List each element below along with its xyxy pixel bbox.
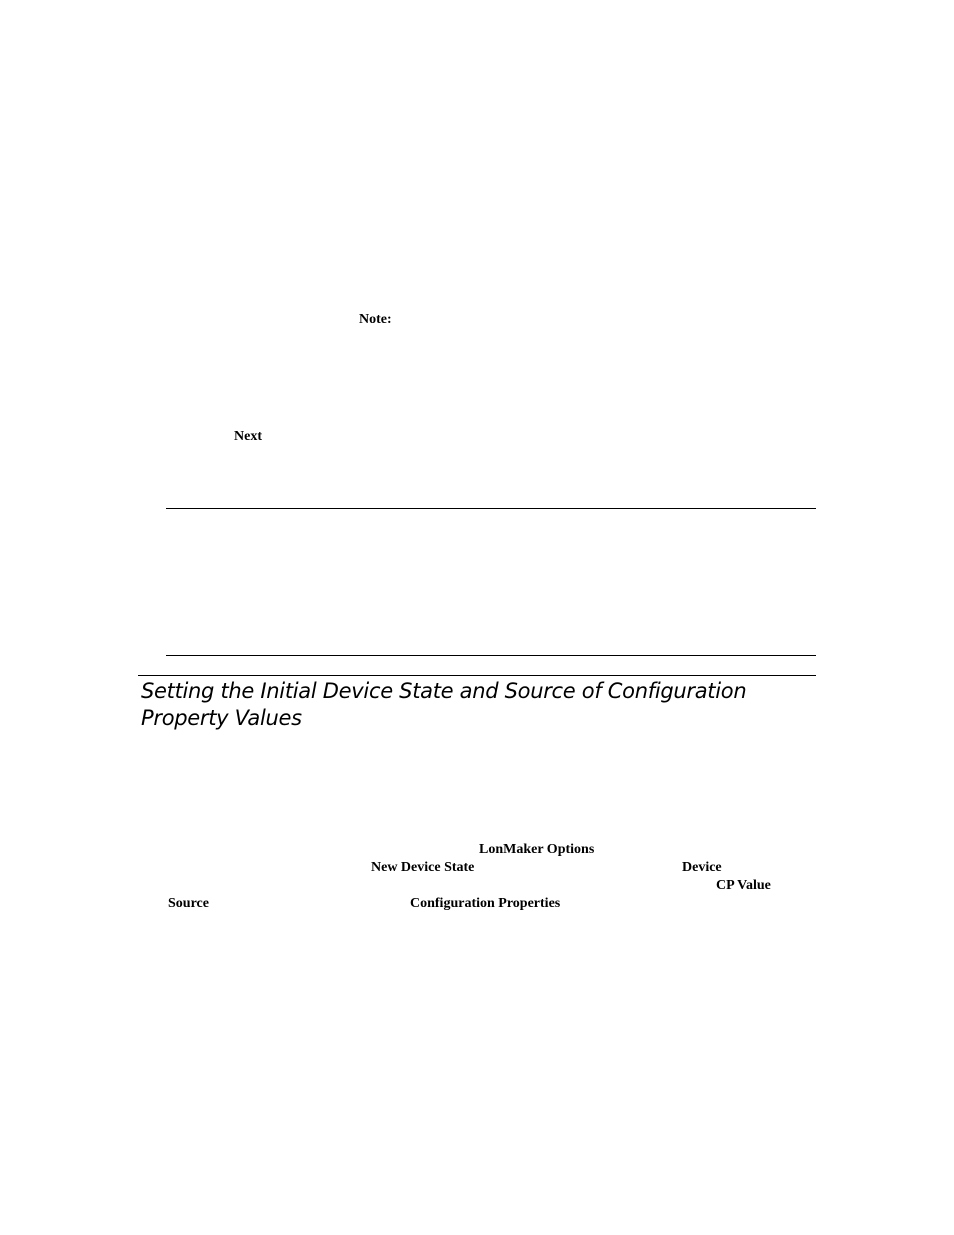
next-button-reference: Next	[234, 429, 262, 444]
note-label: Note:	[359, 312, 392, 327]
section-heading: Setting the Initial Device State and Source of Configuration Property Values	[141, 679, 747, 730]
new-device-state-term: New Device State	[371, 860, 475, 875]
note-box-bottom-rule	[166, 655, 816, 656]
section-heading-rule	[138, 675, 816, 676]
configuration-properties-term: Configuration Properties	[410, 896, 561, 911]
device-term: Device	[682, 860, 722, 875]
note-box-top-rule	[166, 508, 816, 509]
source-term: Source	[168, 896, 209, 911]
lonmaker-options-term: LonMaker Options	[479, 842, 595, 857]
cp-value-term: CP Value	[716, 878, 771, 893]
